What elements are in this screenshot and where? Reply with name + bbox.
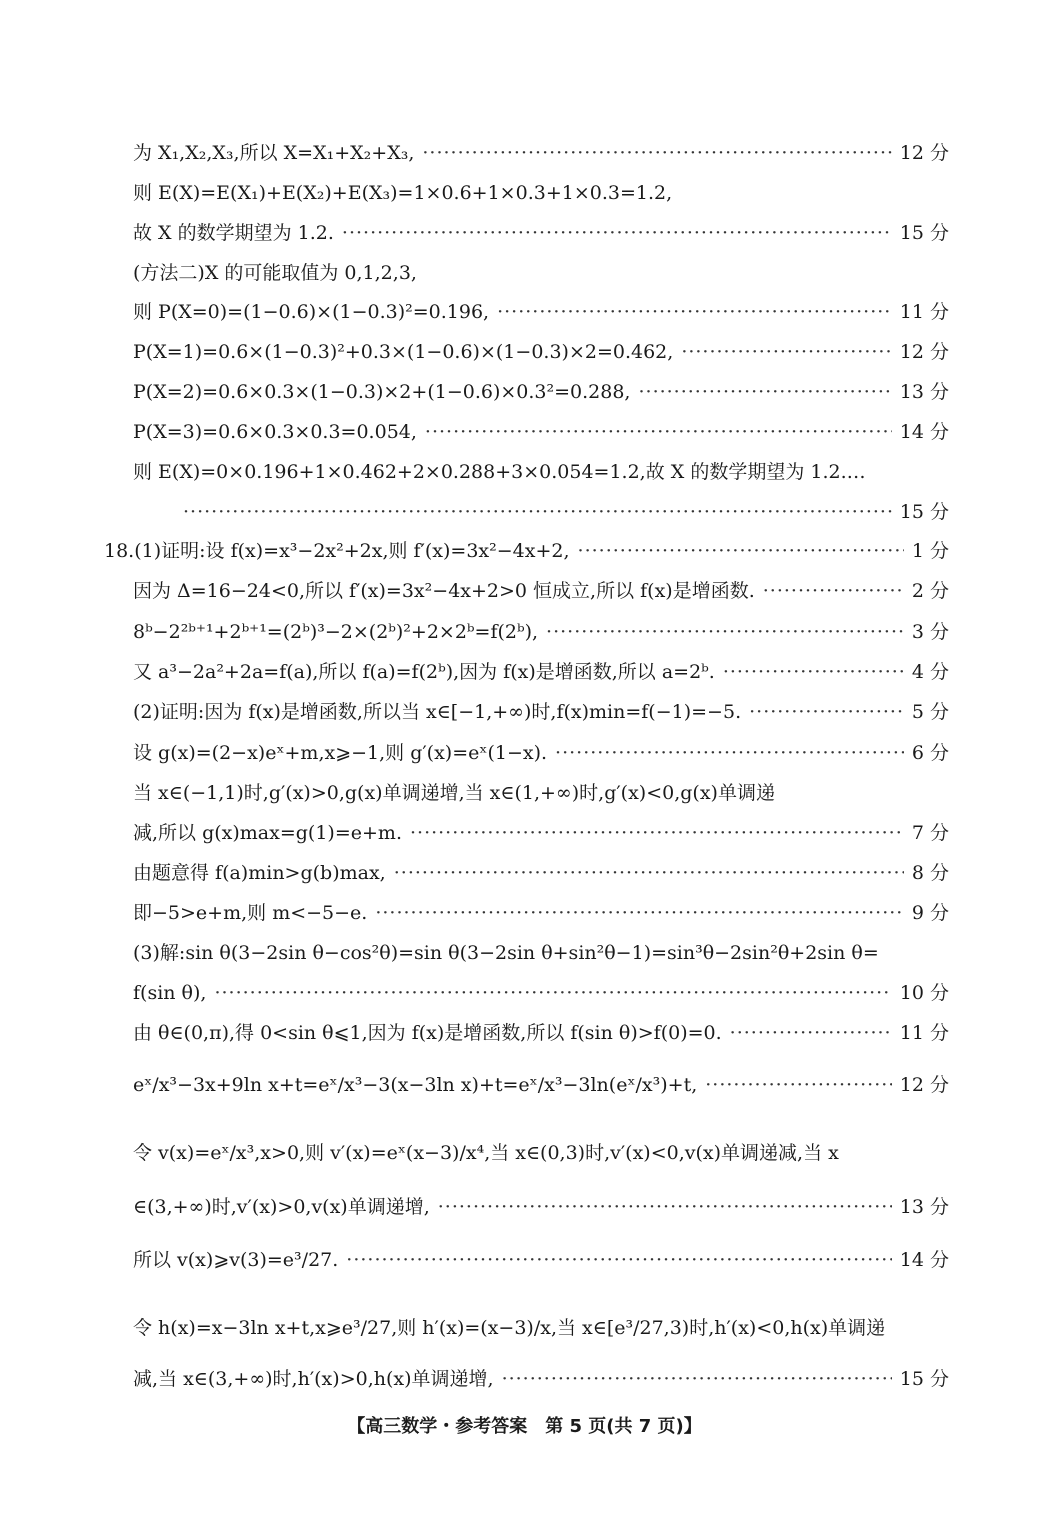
solution-line: eˣ/x³−3x+9ln x+t=eˣ/x³−3(x−3ln x)+t=eˣ/x³−3ln(eˣ/x³)+t, ····· 12 分 [133,1073,949,1097]
solution-line: 则 E(X)=E(X₁)+E(X₂)+E(X₃)=1×0.6+1×0.3+1×0.3=1.2, [133,182,673,204]
solution-line: 因为 Δ=16−24<0,所以 f′(x)=3x²−4x+2>0 恒成立,所以 f(x)是增函数. ····· 2 分 [133,579,949,603]
solution-line: P(X=2)=0.6×0.3×(1−0.3)×2+(1−0.6)×0.3²=0.288, ····· 13 分 [133,380,949,404]
solution-line: 设 g(x)=(2−x)eˣ+m,x⩾−1,则 g′(x)=eˣ(1−x). ····· 6 分 [133,741,949,765]
solution-line: 由 θ∈(0,π),得 0<sin θ⩽1,因为 f(x)是增函数,所以 f(sin θ)>f(0)=0. ····· 11 分 [133,1021,949,1045]
solution-line: 即−5>e+m,则 m<−5−e. ····· 9 分 [133,901,949,925]
solution-line: 故 X 的数学期望为 1.2. ····· 15 分 [133,221,949,245]
solution-line: 则 E(X)=0×0.196+1×0.462+2×0.288+3×0.054=1.2,故 X 的数学期望为 1.2.… [133,461,866,483]
solution-line: 令 h(x)=x−3ln x+t,x⩾e³/27,则 h′(x)=(x−3)/x,当 x∈[e³/27,3)时,h′(x)<0,h(x)单调递 [133,1317,886,1339]
solution-line: P(X=1)=0.6×(1−0.3)²+0.3×(1−0.6)×(1−0.3)×2=0.462, ····· 12 分 [133,340,949,364]
solution-line: 则 P(X=0)=(1−0.6)×(1−0.3)²=0.196, ····· 11 分 [133,300,949,324]
solution-line: 减,所以 g(x)max=g(1)=e+m. ····· 7 分 [133,821,949,845]
solution-line: (方法二)X 的可能取值为 0,1,2,3, [133,262,417,284]
solution-line: P(X=3)=0.6×0.3×0.3=0.054, ····· 14 分 [133,420,949,444]
solution-line: 减,当 x∈(3,+∞)时,h′(x)>0,h(x)单调递增, ····· 15 分 [133,1367,949,1391]
solution-line: 由题意得 f(a)min>g(b)max, ····· 8 分 [133,861,949,885]
solution-line: 所以 v(x)⩾v(3)=e³/27. ····· 14 分 [133,1248,949,1272]
solution-line: 当 x∈(−1,1)时,g′(x)>0,g(x)单调递增,当 x∈(1,+∞)时,g′(x)<0,g(x)单调递 [133,782,775,804]
solution-line: (3)解:sin θ(3−2sin θ−cos²θ)=sin θ(3−2sin θ+sin²θ−1)=sin³θ−2sin²θ+2sin θ= [133,942,879,964]
page-footer: 【高三数学・参考答案 第 5 页(共 7 页)】 [347,1416,702,1437]
solution-line: 令 v(x)=eˣ/x³,x>0,则 v′(x)=eˣ(x−3)/x⁴,当 x∈(0,3)时,v′(x)<0,v(x)单调递减,当 x [133,1142,839,1164]
solution-line: (2)证明:因为 f(x)是增函数,所以当 x∈[−1,+∞)时,f(x)min=f(−1)=−5. ····· 5 分 [133,700,949,724]
solution-line: ∈(3,+∞)时,v′(x)>0,v(x)单调递增, ····· 13 分 [133,1195,949,1219]
solution-line: 8ᵇ−2²ᵇ⁺¹+2ᵇ⁺¹=(2ᵇ)³−2×(2ᵇ)²+2×2ᵇ=f(2ᵇ), ····· 3 分 [133,620,949,644]
solution-line: ····· 15 分 [133,500,949,524]
solution-line: 为 X₁,X₂,X₃,所以 X=X₁+X₂+X₃, ····· 12 分 [133,141,949,165]
solution-line: f(sin θ), ····· 10 分 [133,981,949,1005]
solution-line: 又 a³−2a²+2a=f(a),所以 f(a)=f(2ᵇ),因为 f(x)是增函数,所以 a=2ᵇ. ····· 4 分 [133,660,949,684]
solution-line: 18.(1)证明:设 f(x)=x³−2x²+2x,则 f′(x)=3x²−4x+2, ····· 1 分 [104,539,949,563]
